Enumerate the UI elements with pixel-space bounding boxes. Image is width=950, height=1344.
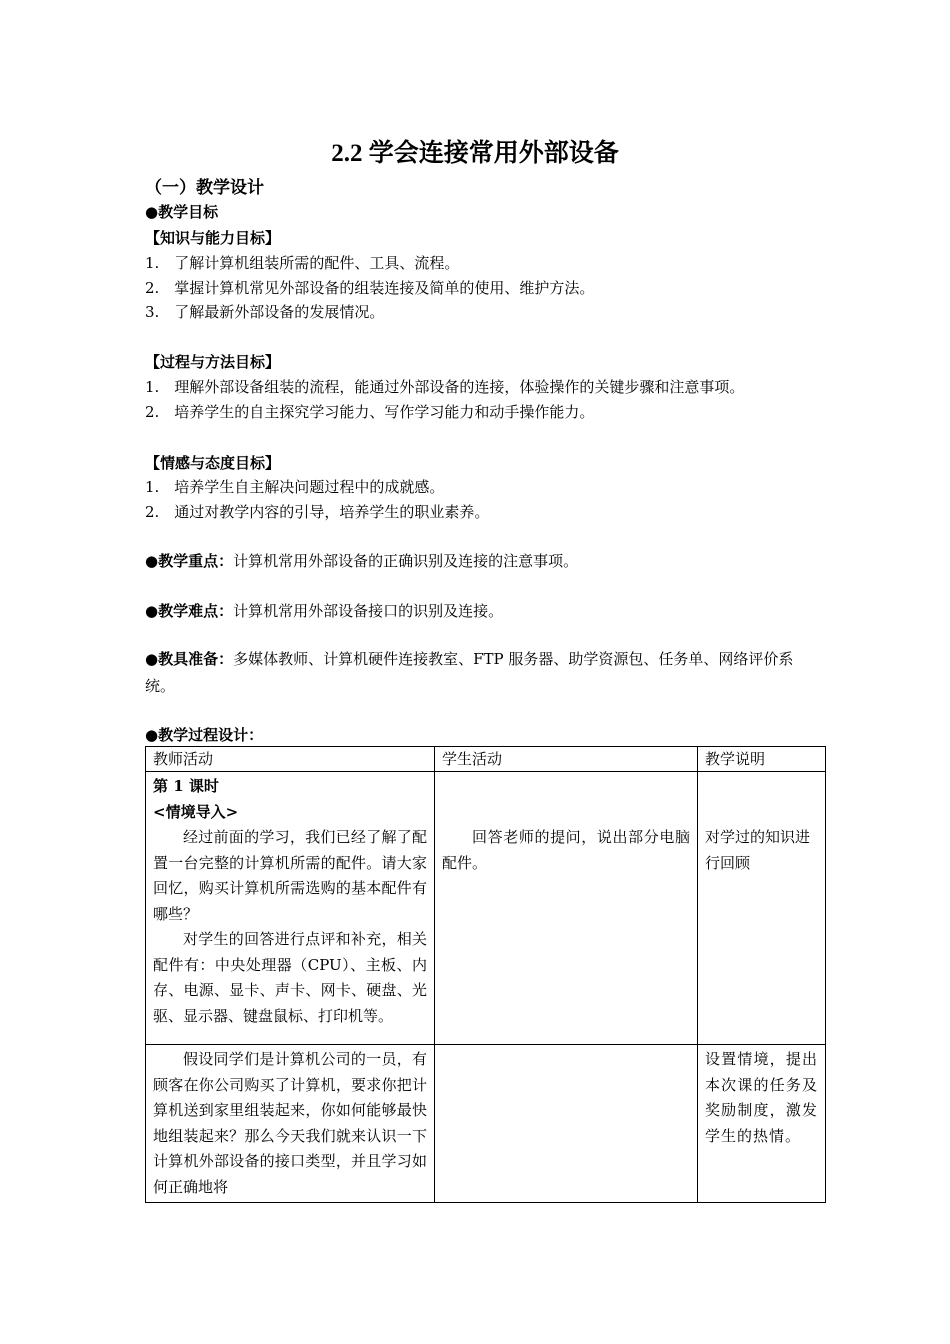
emotion-heading: 【情感与态度目标】 — [145, 454, 281, 472]
teacher-paragraph: 经过前面的学习，我们已经了解了配置一台完整的计算机所需的配件。请大家回忆，购买计算机所需选购的基本配件有哪些？ — [153, 828, 427, 923]
student-cell — [435, 1045, 698, 1203]
section-heading: （一）教学设计 — [145, 178, 264, 198]
teacher-cell — [146, 1045, 435, 1203]
teacher-paragraph: 假设同学们是计算机公司的一员，有顾客在你公司购买了计算机，要求你把计算机送到家里组装起来，你如何能够最快地组装起来？那么今天我们就来认识一下计算机外部设备的接口类型，并且学习如何正确地将 — [153, 1050, 427, 1196]
process-heading: 【过程与方法目标】 — [145, 353, 281, 371]
student-cell — [435, 772, 698, 1045]
emotion-item: 2. 通过对教学内容的引导，培养学生的职业素养。 — [145, 503, 490, 521]
difficulty — [145, 600, 503, 622]
note-cell — [698, 1045, 826, 1203]
note-text: 对学过的知识进行回顾 — [705, 828, 811, 872]
knowledge-heading: 【知识与能力目标】 — [145, 229, 281, 247]
stage-label: <情境导入> — [153, 802, 239, 821]
header-student: 学生活动 — [435, 747, 698, 772]
key-point — [145, 550, 578, 572]
tools-label: ●教具准备： — [145, 650, 234, 668]
knowledge-item: 3. 了解最新外部设备的发展情况。 — [145, 303, 385, 321]
note-cell — [698, 772, 826, 1045]
key-point-label: ●教学重点： — [145, 552, 234, 570]
header-note: 教学说明 — [698, 747, 826, 772]
tools-text: 多媒体教师、计算机硬件连接教室、FTP 服务器、助学资源包、任务单、网络评价系统。 — [145, 650, 794, 695]
table-header-row — [146, 747, 826, 772]
student-text: 回答老师的提问，说出部分电脑配件。 — [442, 828, 690, 872]
lesson-label: 第 1 课时 — [153, 777, 219, 795]
process-item: 1. 理解外部设备组装的流程，能通过外部设备的连接，体验操作的关键步骤和注意事项。 — [145, 378, 745, 396]
knowledge-item: 2. 掌握计算机常见外部设备的组装连接及简单的使用、维护方法。 — [145, 279, 595, 297]
process-item: 2. 培养学生的自主探究学习能力、写作学习能力和动手操作能力。 — [145, 403, 595, 421]
table-row — [146, 1045, 826, 1203]
table-row — [146, 772, 826, 1045]
process-table — [145, 746, 826, 1203]
emotion-item: 1. 培养学生自主解决问题过程中的成就感。 — [145, 478, 445, 496]
tools — [145, 646, 810, 700]
teacher-cell — [146, 772, 435, 1045]
difficulty-text: 计算机常用外部设备接口的识别及连接。 — [233, 602, 504, 620]
knowledge-item: 1. 了解计算机组装所需的配件、工具、流程。 — [145, 254, 460, 272]
key-point-text: 计算机常用外部设备的正确识别及连接的注意事项。 — [233, 552, 579, 570]
teacher-paragraph: 对学生的回答进行点评和补充，相关配件有：中央处理器（CPU）、主板、内存、电源、显卡、声卡、网卡、硬盘、光驱、显示器、键盘鼠标、打印机等。 — [153, 930, 427, 1025]
design-heading: ●教学过程设计： — [145, 726, 264, 744]
difficulty-label: ●教学难点： — [145, 602, 234, 620]
note-text: 设置情境，提出本次课的任务及奖励制度，激发学生的热情。 — [705, 1050, 818, 1145]
objectives-heading: ●教学目标 — [145, 203, 219, 221]
header-teacher: 教师活动 — [146, 747, 435, 772]
page-title: 2.2 学会连接常用外部设备 — [331, 140, 619, 167]
